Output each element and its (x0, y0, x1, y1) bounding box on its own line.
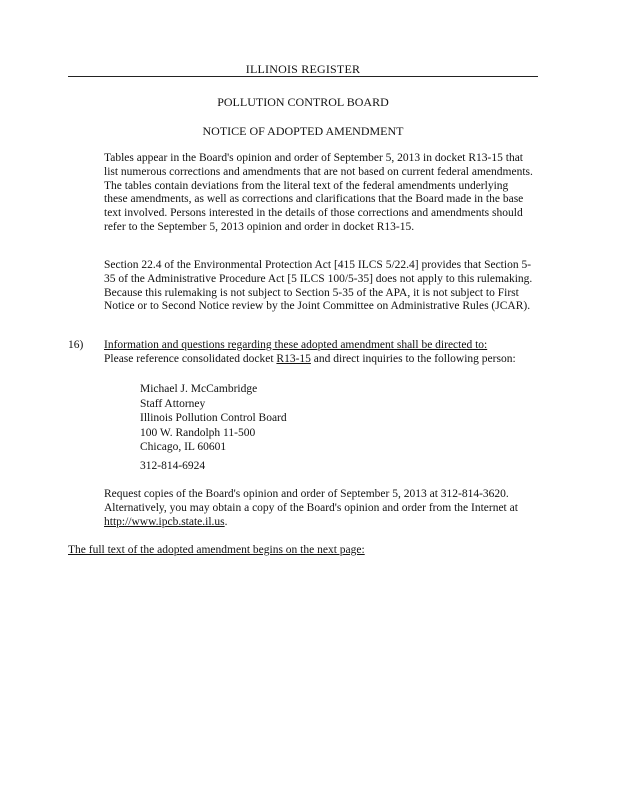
item-number: 16) (68, 339, 84, 351)
agency-name: POLLUTION CONTROL BOARD (217, 95, 389, 109)
tables-paragraph: Tables appear in the Board's opinion and order of September 5, 2013 in docket R13-15 that list numerous corrections and amendments that are not based on current federal amendments. The tables contain deviations from the literal text of the federal amendments underlying these amendments, as well as corrections and clarifications that the Board made in the base text involved. Persons interested in the details of those corrections and amendments should refer to the September 5, 2013 opinion and order in docket R13-15. (104, 152, 533, 233)
docket-link[interactable]: R13-15 (276, 352, 311, 365)
copies-paragraph (104, 488, 534, 529)
copies-text: Request copies of the Board's opinion and order of September 5, 2013 at 312-814-3620. Alternatively, you may obtain a copy of the Board's opinion and order from the Internet at (104, 488, 518, 514)
contact-street: 100 W. Randolph 11-500 (140, 426, 256, 439)
contact-name: Michael J. McCambridge (140, 383, 258, 395)
contact-organization: Illinois Pollution Control Board (140, 412, 287, 424)
instructions-text-before: Please reference consolidated docket (104, 352, 277, 365)
instructions-text-after: and direct inquiries to the following person: (310, 352, 516, 365)
contact-city: Chicago, IL 60601 (140, 441, 227, 453)
item-16-body (104, 339, 534, 367)
section-paragraph: Section 22.4 of the Environmental Protection Act [415 ILCS 5/22.4] provides that Section 5-35 of the Administrative Procedure Act [5 ILCS 100/5-35] does not apply to this rulemaking. Because this rulemaking is not subject to Section 5-35 of the APA, it is not subject to First Notice or to Second Notice review by the Joint Committee on Administrative Rules (JCAR). (104, 259, 533, 313)
header-divider (68, 76, 538, 77)
next-page-note: The full text of the adopted amendment begins on the next page: (68, 544, 365, 556)
item-heading: Information and questions regarding these adopted amendment shall be directed to: (104, 339, 488, 351)
item-instructions (104, 353, 534, 367)
contact-title: Staff Attorney (140, 397, 206, 410)
register-header: ILLINOIS REGISTER (245, 62, 361, 76)
notice-title: NOTICE OF ADOPTED AMENDMENT (202, 124, 404, 138)
website-link[interactable]: http://www.ipcb.state.il.us (104, 515, 225, 528)
contact-block (140, 382, 287, 455)
copies-text-end: . (224, 515, 228, 528)
contact-phone: 312-814-6924 (140, 460, 206, 472)
